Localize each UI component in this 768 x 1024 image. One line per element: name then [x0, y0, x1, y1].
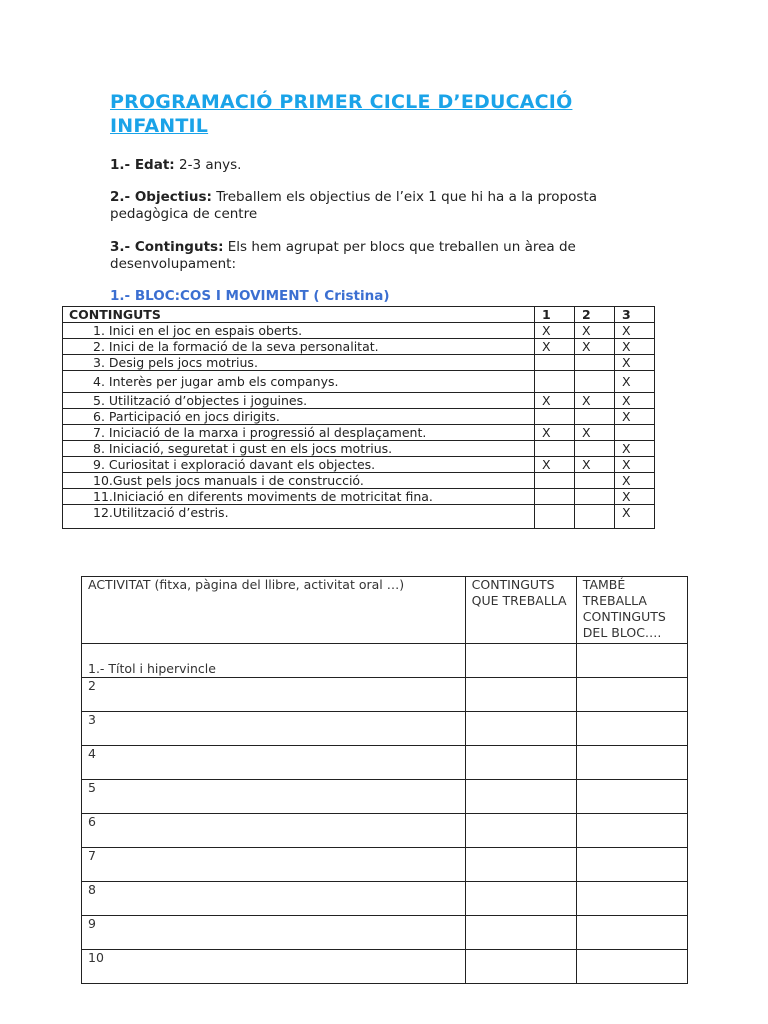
mark-col-3: X — [615, 457, 655, 473]
mark-col-3: X — [615, 355, 655, 371]
header-continguts: CONTINGUTS — [63, 307, 535, 323]
continguts-label: 3.- Continguts: — [110, 239, 224, 255]
activity-cell[interactable]: 2 — [82, 678, 466, 712]
tambe-cell[interactable] — [576, 848, 687, 882]
activity-cell[interactable]: 9 — [82, 916, 466, 950]
mark-col-1: X — [535, 393, 575, 409]
mark-col-1: X — [535, 323, 575, 339]
table-row — [82, 712, 688, 746]
tambe-cell[interactable] — [576, 678, 687, 712]
header-col-1: 1 — [535, 307, 575, 323]
table-row — [82, 950, 688, 984]
content-text: 3. Desig pels jocs motrius. — [63, 355, 535, 371]
table-row — [63, 409, 655, 425]
continguts-cell[interactable] — [465, 848, 576, 882]
table-row — [63, 323, 655, 339]
continguts-cell[interactable] — [465, 678, 576, 712]
header-tambe-treballa: TAMBÉ TREBALLA CONTINGUTS DEL BLOC…. — [576, 577, 687, 644]
tambe-cell[interactable] — [576, 950, 687, 984]
tambe-cell[interactable] — [576, 712, 687, 746]
mark-col-2: X — [575, 339, 615, 355]
mark-col-2 — [575, 473, 615, 489]
table-row — [82, 780, 688, 814]
table-header-row — [63, 307, 655, 323]
mark-col-1 — [535, 409, 575, 425]
mark-col-3: X — [615, 473, 655, 489]
content-text: 8. Iniciació, seguretat i gust en els jocs motrius. — [63, 441, 535, 457]
continguts-cell[interactable] — [465, 882, 576, 916]
objectius-paragraph — [110, 189, 670, 223]
table-row — [82, 678, 688, 712]
activitats-header-row — [82, 577, 688, 644]
continguts-cell[interactable] — [465, 916, 576, 950]
mark-col-3: X — [615, 409, 655, 425]
mark-col-3 — [615, 425, 655, 441]
continguts-cell[interactable] — [465, 712, 576, 746]
mark-col-2: X — [575, 425, 615, 441]
activity-cell[interactable]: 1.- Títol i hipervincle — [82, 644, 466, 678]
continguts-table — [62, 306, 655, 529]
activity-cell[interactable]: 6 — [82, 814, 466, 848]
content-text: 1. Inici en el joc en espais oberts. — [63, 323, 535, 339]
header-activitat: ACTIVITAT (fitxa, pàgina del llibre, activitat oral …) — [82, 577, 466, 644]
mark-col-2 — [575, 489, 615, 505]
table-row — [82, 644, 688, 678]
table-row — [63, 489, 655, 505]
tambe-cell[interactable] — [576, 814, 687, 848]
table-row — [63, 371, 655, 393]
mark-col-1 — [535, 441, 575, 457]
tambe-cell[interactable] — [576, 916, 687, 950]
continguts-cell[interactable] — [465, 746, 576, 780]
header-continguts-treballa: CONTINGUTS QUE TREBALLA — [465, 577, 576, 644]
content-text: 10.Gust pels jocs manuals i de construcció. — [63, 473, 535, 489]
continguts-cell[interactable] — [465, 814, 576, 848]
tambe-cell[interactable] — [576, 882, 687, 916]
table-row — [63, 425, 655, 441]
continguts-cell[interactable] — [465, 780, 576, 814]
activity-cell[interactable]: 8 — [82, 882, 466, 916]
content-text: 11.Iniciació en diferents moviments de motricitat fina. — [63, 489, 535, 505]
tambe-cell[interactable] — [576, 780, 687, 814]
activity-cell[interactable]: 3 — [82, 712, 466, 746]
mark-col-2: X — [575, 323, 615, 339]
mark-col-3: X — [615, 339, 655, 355]
content-text: 7. Iniciació de la marxa i progressió al desplaçament. — [63, 425, 535, 441]
continguts-paragraph — [110, 239, 670, 273]
continguts-cell[interactable] — [465, 950, 576, 984]
table-row — [63, 457, 655, 473]
continguts-value: Els hem agrupat per blocs que treballen un àrea de desenvolupament: — [110, 239, 576, 272]
table-row — [82, 916, 688, 950]
activity-cell[interactable]: 10 — [82, 950, 466, 984]
header-col-2: 2 — [575, 307, 615, 323]
mark-col-1 — [535, 505, 575, 529]
mark-col-1: X — [535, 457, 575, 473]
objectius-label: 2.- Objectius: — [110, 189, 212, 205]
mark-col-2 — [575, 355, 615, 371]
table-row — [63, 505, 655, 529]
mark-col-2 — [575, 505, 615, 529]
table-row — [63, 393, 655, 409]
mark-col-3: X — [615, 393, 655, 409]
activitats-table — [81, 576, 688, 984]
tambe-cell[interactable] — [576, 644, 687, 678]
table-row — [82, 814, 688, 848]
mark-col-2 — [575, 371, 615, 393]
content-text: 2. Inici de la formació de la seva personalitat. — [63, 339, 535, 355]
content-text: 6. Participació en jocs dirigits. — [63, 409, 535, 425]
table-row — [63, 441, 655, 457]
table-row — [63, 355, 655, 371]
edat-label: 1.- Edat: — [110, 157, 175, 173]
table-row — [63, 473, 655, 489]
mark-col-1 — [535, 473, 575, 489]
table-row — [82, 848, 688, 882]
mark-col-2 — [575, 409, 615, 425]
content-text: 4. Interès per jugar amb els companys. — [63, 371, 535, 393]
activity-cell[interactable]: 4 — [82, 746, 466, 780]
document-title: PROGRAMACIÓ PRIMER CICLE D’EDUCACIÓ INFANTIL — [110, 91, 573, 137]
content-text: 12.Utilització d’estris. — [63, 505, 535, 529]
tambe-cell[interactable] — [576, 746, 687, 780]
mark-col-2 — [575, 441, 615, 457]
content-text: 5. Utilització d’objectes i joguines. — [63, 393, 535, 409]
mark-col-3: X — [615, 323, 655, 339]
objectius-value: Treballem els objectius de l’eix 1 que hi ha a la proposta pedagògica de centre — [110, 189, 597, 222]
continguts-cell[interactable] — [465, 644, 576, 678]
mark-col-1: X — [535, 339, 575, 355]
content-text: 9. Curiositat i exploració davant els objectes. — [63, 457, 535, 473]
table-row — [82, 746, 688, 780]
mark-col-3: X — [615, 441, 655, 457]
mark-col-2: X — [575, 393, 615, 409]
mark-col-1 — [535, 371, 575, 393]
table-row — [82, 882, 688, 916]
edat-paragraph — [110, 157, 670, 174]
bloc-heading: 1.- BLOC:COS I MOVIMENT ( Cristina) — [110, 288, 390, 304]
mark-col-1: X — [535, 425, 575, 441]
header-col-3: 3 — [615, 307, 655, 323]
mark-col-1 — [535, 355, 575, 371]
activity-cell[interactable]: 5 — [82, 780, 466, 814]
mark-col-2: X — [575, 457, 615, 473]
edat-value: 2-3 anys. — [178, 157, 242, 173]
activity-cell[interactable]: 7 — [82, 848, 466, 882]
mark-col-3: X — [615, 489, 655, 505]
mark-col-3: X — [615, 371, 655, 393]
mark-col-1 — [535, 489, 575, 505]
table-row — [63, 339, 655, 355]
mark-col-3: X — [615, 505, 655, 529]
